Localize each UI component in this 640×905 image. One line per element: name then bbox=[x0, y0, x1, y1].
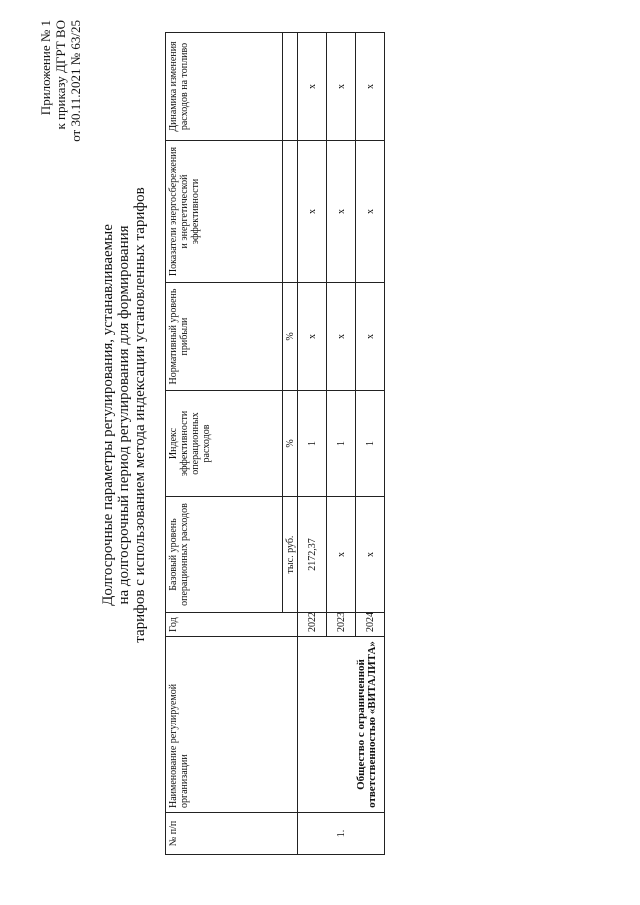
unit-base: тыс. руб. bbox=[283, 497, 298, 613]
row-index: 1 bbox=[298, 391, 327, 497]
row-profit: х bbox=[327, 283, 356, 391]
title-line-1: Долгосрочные параметры регулирования, устанавливаемые bbox=[100, 224, 116, 606]
row-index: 1 bbox=[356, 391, 385, 497]
parameters-table bbox=[165, 32, 385, 855]
entry-num: 1. bbox=[298, 813, 385, 855]
header-year: Год bbox=[166, 613, 298, 637]
header-org: Наименование регулируемой организации bbox=[166, 637, 298, 813]
header-fuel: Динамика изменения расходов на топливо bbox=[166, 33, 283, 141]
header-profit: Нормативный уровень прибыли bbox=[166, 283, 283, 391]
row-year: 2024 bbox=[356, 613, 385, 637]
row-index: 1 bbox=[327, 391, 356, 497]
row-base: 2172,37 bbox=[298, 497, 327, 613]
appendix-line-3: от 30.11.2021 № 63/25 bbox=[68, 20, 83, 142]
title-line-2: на долгосрочный период регулирования для формирования bbox=[116, 225, 132, 605]
row-fuel: х bbox=[327, 33, 356, 141]
row-fuel: х bbox=[356, 33, 385, 141]
row-energy: х bbox=[298, 141, 327, 283]
unit-energy bbox=[283, 141, 298, 283]
row-year: 2023 bbox=[327, 613, 356, 637]
title-line-3: тарифов с использованием метода индексации установленных тарифов bbox=[132, 187, 148, 643]
unit-fuel bbox=[283, 33, 298, 141]
appendix-reference bbox=[38, 20, 83, 142]
organization-name: Общество с ограниченной ответственностью «ВИТАЛИТА» bbox=[298, 637, 385, 813]
row-base: х bbox=[356, 497, 385, 613]
row-profit: х bbox=[298, 283, 327, 391]
header-base: Базовый уровень операционных расходов bbox=[166, 497, 283, 613]
row-profit: х bbox=[356, 283, 385, 391]
row-energy: х bbox=[356, 141, 385, 283]
row-energy: х bbox=[327, 141, 356, 283]
header-num: № п/п bbox=[166, 813, 298, 855]
table-row bbox=[298, 33, 327, 855]
row-fuel: х bbox=[298, 33, 327, 141]
row-year: 2022 bbox=[298, 613, 327, 637]
header-index: Индекс эффективности операционных расходов bbox=[166, 391, 283, 497]
row-base: х bbox=[327, 497, 356, 613]
unit-profit: % bbox=[283, 283, 298, 391]
header-energy: Показатели энергосбережения и энергетической эффективности bbox=[166, 141, 283, 283]
unit-index: % bbox=[283, 391, 298, 497]
document-title bbox=[100, 105, 148, 725]
appendix-line-1: Приложение № 1 bbox=[38, 20, 53, 116]
table-header-row bbox=[166, 33, 283, 855]
appendix-line-2: к приказу ДГРТ ВО bbox=[53, 20, 68, 130]
